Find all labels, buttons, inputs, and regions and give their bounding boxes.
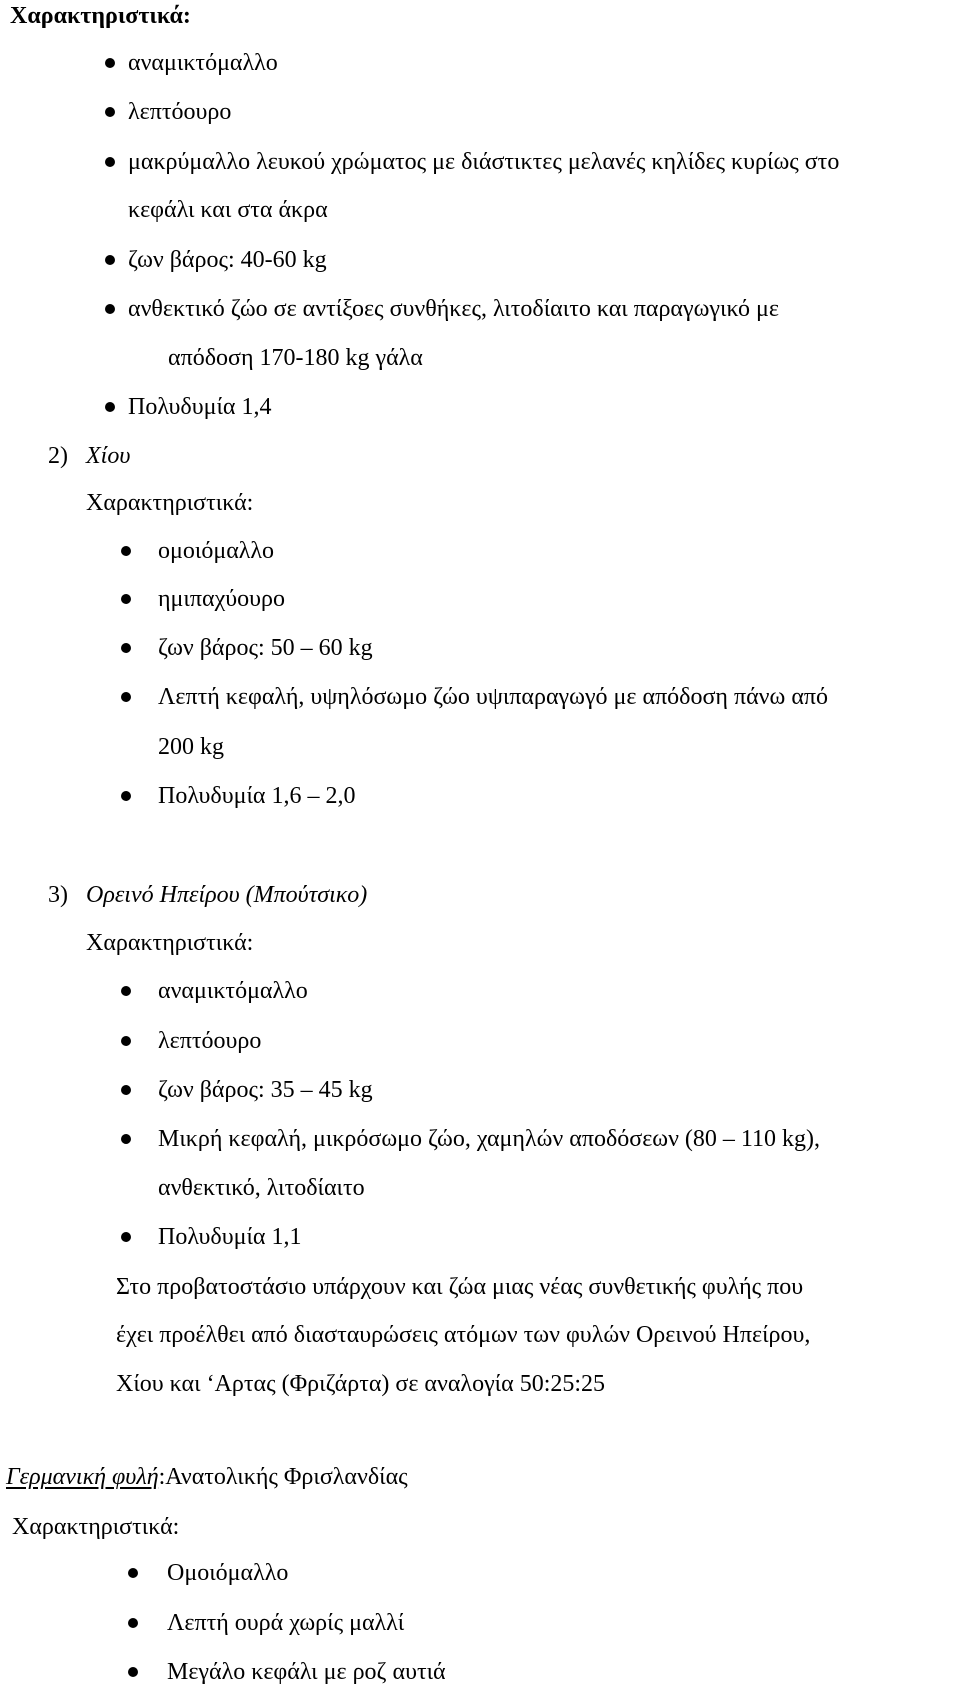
bullet-icon <box>128 1618 138 1628</box>
breed-heading <box>6 1465 408 1489</box>
bullet-icon <box>121 986 131 996</box>
list-item-continuation: κεφάλι και στα άκρα <box>128 197 328 223</box>
list-item-continuation: ανθεκτικό, λιτοδίαιτο <box>158 1175 365 1201</box>
bullet-icon <box>121 643 131 653</box>
list-item: Μεγάλο κεφάλι με ροζ αυτιά <box>167 1659 446 1685</box>
section-title: Χίου <box>86 443 131 469</box>
list-item: ημιπαχύουρο <box>158 586 285 612</box>
section-subheader: Χαρακτηριστικά: <box>86 490 254 516</box>
bullet-icon <box>128 1568 138 1578</box>
header-title: Χαρακτηριστικά: <box>10 3 191 29</box>
bullet-icon <box>105 402 115 412</box>
list-item: ζων βάρος: 40-60 kg <box>128 247 327 273</box>
list-item: ανθεκτικό ζώο σε αντίξοες συνθήκες, λιτοδίαιτο και παραγωγικό με <box>128 296 779 322</box>
list-item: ομοιόμαλλο <box>158 538 275 564</box>
bullet-icon <box>105 255 115 265</box>
list-item-continuation: 200 kg <box>158 734 224 760</box>
list-item: αναμικτόμαλλο <box>158 978 308 1004</box>
bullet-icon <box>105 304 115 314</box>
bullet-icon <box>105 58 115 68</box>
list-item: Λεπτή ουρά χωρίς μαλλί <box>167 1610 405 1636</box>
list-item: Ομοιόμαλλο <box>167 1560 289 1586</box>
paragraph-line: έχει προέλθει από διασταυρώσεις ατόμων των φυλών Ορεινού Ηπείρου, <box>116 1322 811 1348</box>
bullet-icon <box>121 1134 131 1144</box>
section-number: 2) <box>48 443 68 469</box>
section-subheader: Χαρακτηριστικά: <box>86 930 254 956</box>
bullet-icon <box>121 1036 131 1046</box>
list-item: Πολυδυμία 1,6 – 2,0 <box>158 783 356 809</box>
list-item: λεπτόουρο <box>158 1028 262 1054</box>
bullet-icon <box>105 157 115 167</box>
bullet-icon <box>121 1232 131 1242</box>
list-item: Πολυδυμία 1,4 <box>128 394 272 420</box>
section-subheader: Χαρακτηριστικά: <box>12 1514 180 1540</box>
section-title: Ορεινό Ηπείρου (Μπούτσικο) <box>86 882 368 908</box>
list-item: αναμικτόμαλλο <box>128 50 278 76</box>
paragraph-line: Στο προβατοστάσιο υπάρχουν και ζώα μιας νέας συνθετικής φυλής που <box>116 1274 804 1300</box>
section-number: 3) <box>48 882 68 908</box>
list-item: ζων βάρος: 50 – 60 kg <box>158 635 373 661</box>
bullet-icon <box>128 1667 138 1677</box>
list-item: Λεπτή κεφαλή, υψηλόσωμο ζώο υψιπαραγωγό με απόδοση πάνω από <box>158 684 829 710</box>
breed-name: Ανατολικής Φρισλανδίας <box>165 1464 408 1490</box>
list-item-continuation: απόδοση 170-180 kg γάλα <box>168 345 423 371</box>
bullet-icon <box>121 594 131 604</box>
paragraph-line: Χίου και ‘Αρτας (Φριζάρτα) σε αναλογία 50:25:25 <box>116 1371 606 1397</box>
list-item: Μικρή κεφαλή, μικρόσωμο ζώο, χαμηλών αποδόσεων (80 – 110 kg), <box>158 1126 821 1152</box>
bullet-icon <box>105 107 115 117</box>
breed-label: Γερμανική φυλή <box>6 1464 159 1490</box>
list-item: λεπτόουρο <box>128 99 232 125</box>
list-item: μακρύμαλλο λευκού χρώματος με διάστικτες μελανές κηλίδες κυρίως στο <box>128 149 840 175</box>
bullet-icon <box>121 546 131 556</box>
list-item: ζων βάρος: 35 – 45 kg <box>158 1077 373 1103</box>
list-item: Πολυδυμία 1,1 <box>158 1224 302 1250</box>
breed-colon: : <box>158 1464 166 1490</box>
bullet-icon <box>121 1085 131 1095</box>
bullet-icon <box>121 791 131 801</box>
bullet-icon <box>121 692 131 702</box>
